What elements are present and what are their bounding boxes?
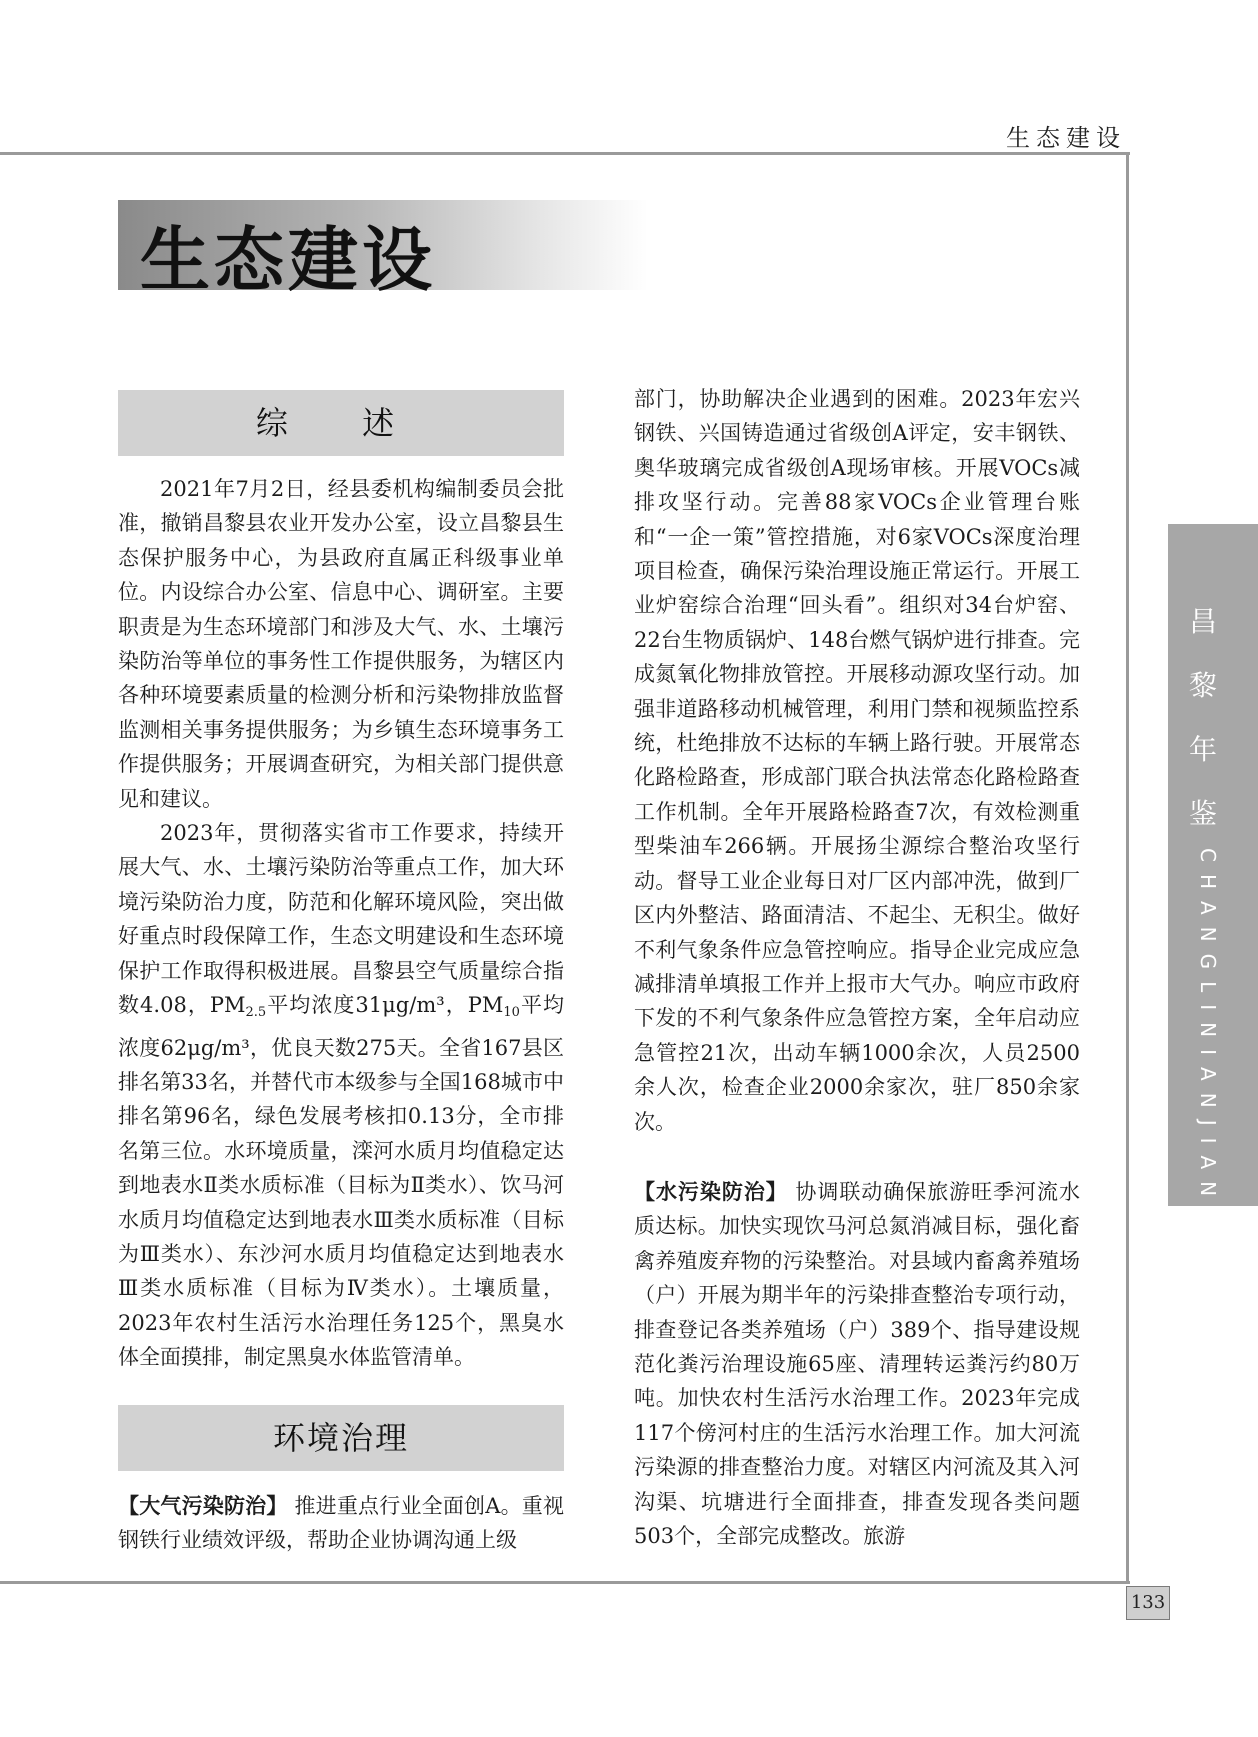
page-number: 133 <box>1126 1586 1170 1620</box>
overview-paragraph-1: 2021年7月2日，经县委机构编制委员会批准，撤销昌黎县农业开发办公室，设立昌黎县生态保护服务中心，为县政府直属正科级事业单位。内设综合办公室、信息中心、调研室。主要职责是为生态环境部门和涉及大气、水、土壤污染防治等单位的事务性工作提供服务，为辖区内各种环境要素质量的检测分析和污染物排放监督监测相关事务提供服务；为乡镇生态环境事务工作提供服务；开展调查研究，为相关部门提供意见和建议。 <box>118 477 564 811</box>
side-tab-pinyin-title: CHANGLINIANJIAN <box>1196 848 1220 1209</box>
air-pollution-paragraph-start: 【大气污染防治】 推进重点行业全面创A。重视钢铁行业绩效评级，帮助企业协调沟通上级 <box>118 1494 565 1553</box>
air-pollution-start <box>118 1489 564 1558</box>
section-heading-environment: 环境治理 <box>118 1405 564 1471</box>
running-header: 生态建设 <box>1006 124 1126 152</box>
water-pollution-paragraph: 【水污染防治】 协调联动确保旅游旺季河流水质达标。加快实现饮马河总氮消减目标，强化畜禽养殖废弃物的污染整治。对县域内畜禽养殖场（户）开展为期半年的污染排查整治专项行动，排查登记各类养殖场（户）389个、指导建设规范化粪污治理设施65座、清理转运粪污约80万吨。加快农村生活污水治理工作。2023年完成117个傍河村庄的生活污水治理工作。加大河流污染源的排查整治力度。对辖区内河流及其入河沟渠、坑塘进行全面排查，排查发现各类问题503个，全部完成整改。旅游 <box>634 1180 1080 1549</box>
chapter-title: 生态建设 <box>140 219 436 301</box>
water-pollution-section <box>634 1175 1080 1553</box>
page-frame-top-rule <box>0 152 1130 155</box>
overview-column <box>118 472 564 1375</box>
air-pollution-tag: 【大气污染防治】 <box>118 1494 288 1518</box>
air-pollution-continued <box>634 382 1080 1139</box>
side-tab-chinese-title: 昌 黎 年 鉴 <box>1188 605 1217 830</box>
water-pollution-tag: 【水污染防治】 <box>634 1180 788 1204</box>
overview-paragraph-2: 2023年，贯彻落实省市工作要求，持续开展大气、水、土壤污染防治等重点工作，加大环境污染防治力度，防范和化解环境风险，突出做好重点时段保障工作，生态文明建设和生态环境保护工作取得积极进展。昌黎县空气质量综合指数4.08，$PM_{2.5}$平均浓度31μg/m³，$PM_{10}$平均浓度62μg/m³，优良天数275天。全省167县区排名第33名，并替代市本级参与全国168城市中排名第96名，绿色发展考核扣0.13分，全市排名第三位。水环境质量，滦河水质月均值稳定达到地表水Ⅱ类水质标准（目标为Ⅱ类水）、饮马河水质月均值稳定达到地表水Ⅲ类水质标准（目标为Ⅲ类水）、东沙河水质月均值稳定达到地表水Ⅲ类水质标准（目标为Ⅳ类水）。土壤质量，2023年农村生活污水治理任务125个，黑臭水体全面摸排，制定黑臭水体监管清单。 <box>118 821 565 1370</box>
page-frame-bottom-rule <box>0 1581 1130 1584</box>
page-frame-right-rule <box>1126 152 1129 1584</box>
section-heading-overview: 综 述 <box>118 390 564 456</box>
air-pollution-paragraph-continued: 部门，协助解决企业遇到的困难。2023年宏兴钢铁、兴国铸造通过省级创A评定，安丰钢铁、奥华玻璃完成省级创A现场审核。开展VOCs减排攻坚行动。完善88家VOCs企业管理台账和“一企一策”管控措施，对6家VOCs深度治理项目检查，确保污染治理设施正常运行。开展工业炉窑综合治理“回头看”。组织对34台炉窑、22台生物质锅炉、148台燃气锅炉进行排查。完成氮氧化物排放管控。开展移动源攻坚行动。加强非道路移动机械管理，利用门禁和视频监控系统，杜绝排放不达标的车辆上路行驶。开展常态化路检路查，形成部门联合执法常态化路检路查工作机制。全年开展路检路查7次，有效检测重型柴油车266辆。开展扬尘源综合整治攻坚行动。督导工业企业每日对厂区内部冲洗，做到厂区内外整洁、路面清洁、不起尘、无积尘。做好不利气象条件应急管控响应。指导企业完成应急减排清单填报工作并上报市大气办。响应市政府下发的不利气象条件应急管控方案，全年启动应急管控21次，出动车辆1000余次，人员2500余人次，检查企业2000余家次，驻厂850余家次。 <box>634 387 1080 1134</box>
